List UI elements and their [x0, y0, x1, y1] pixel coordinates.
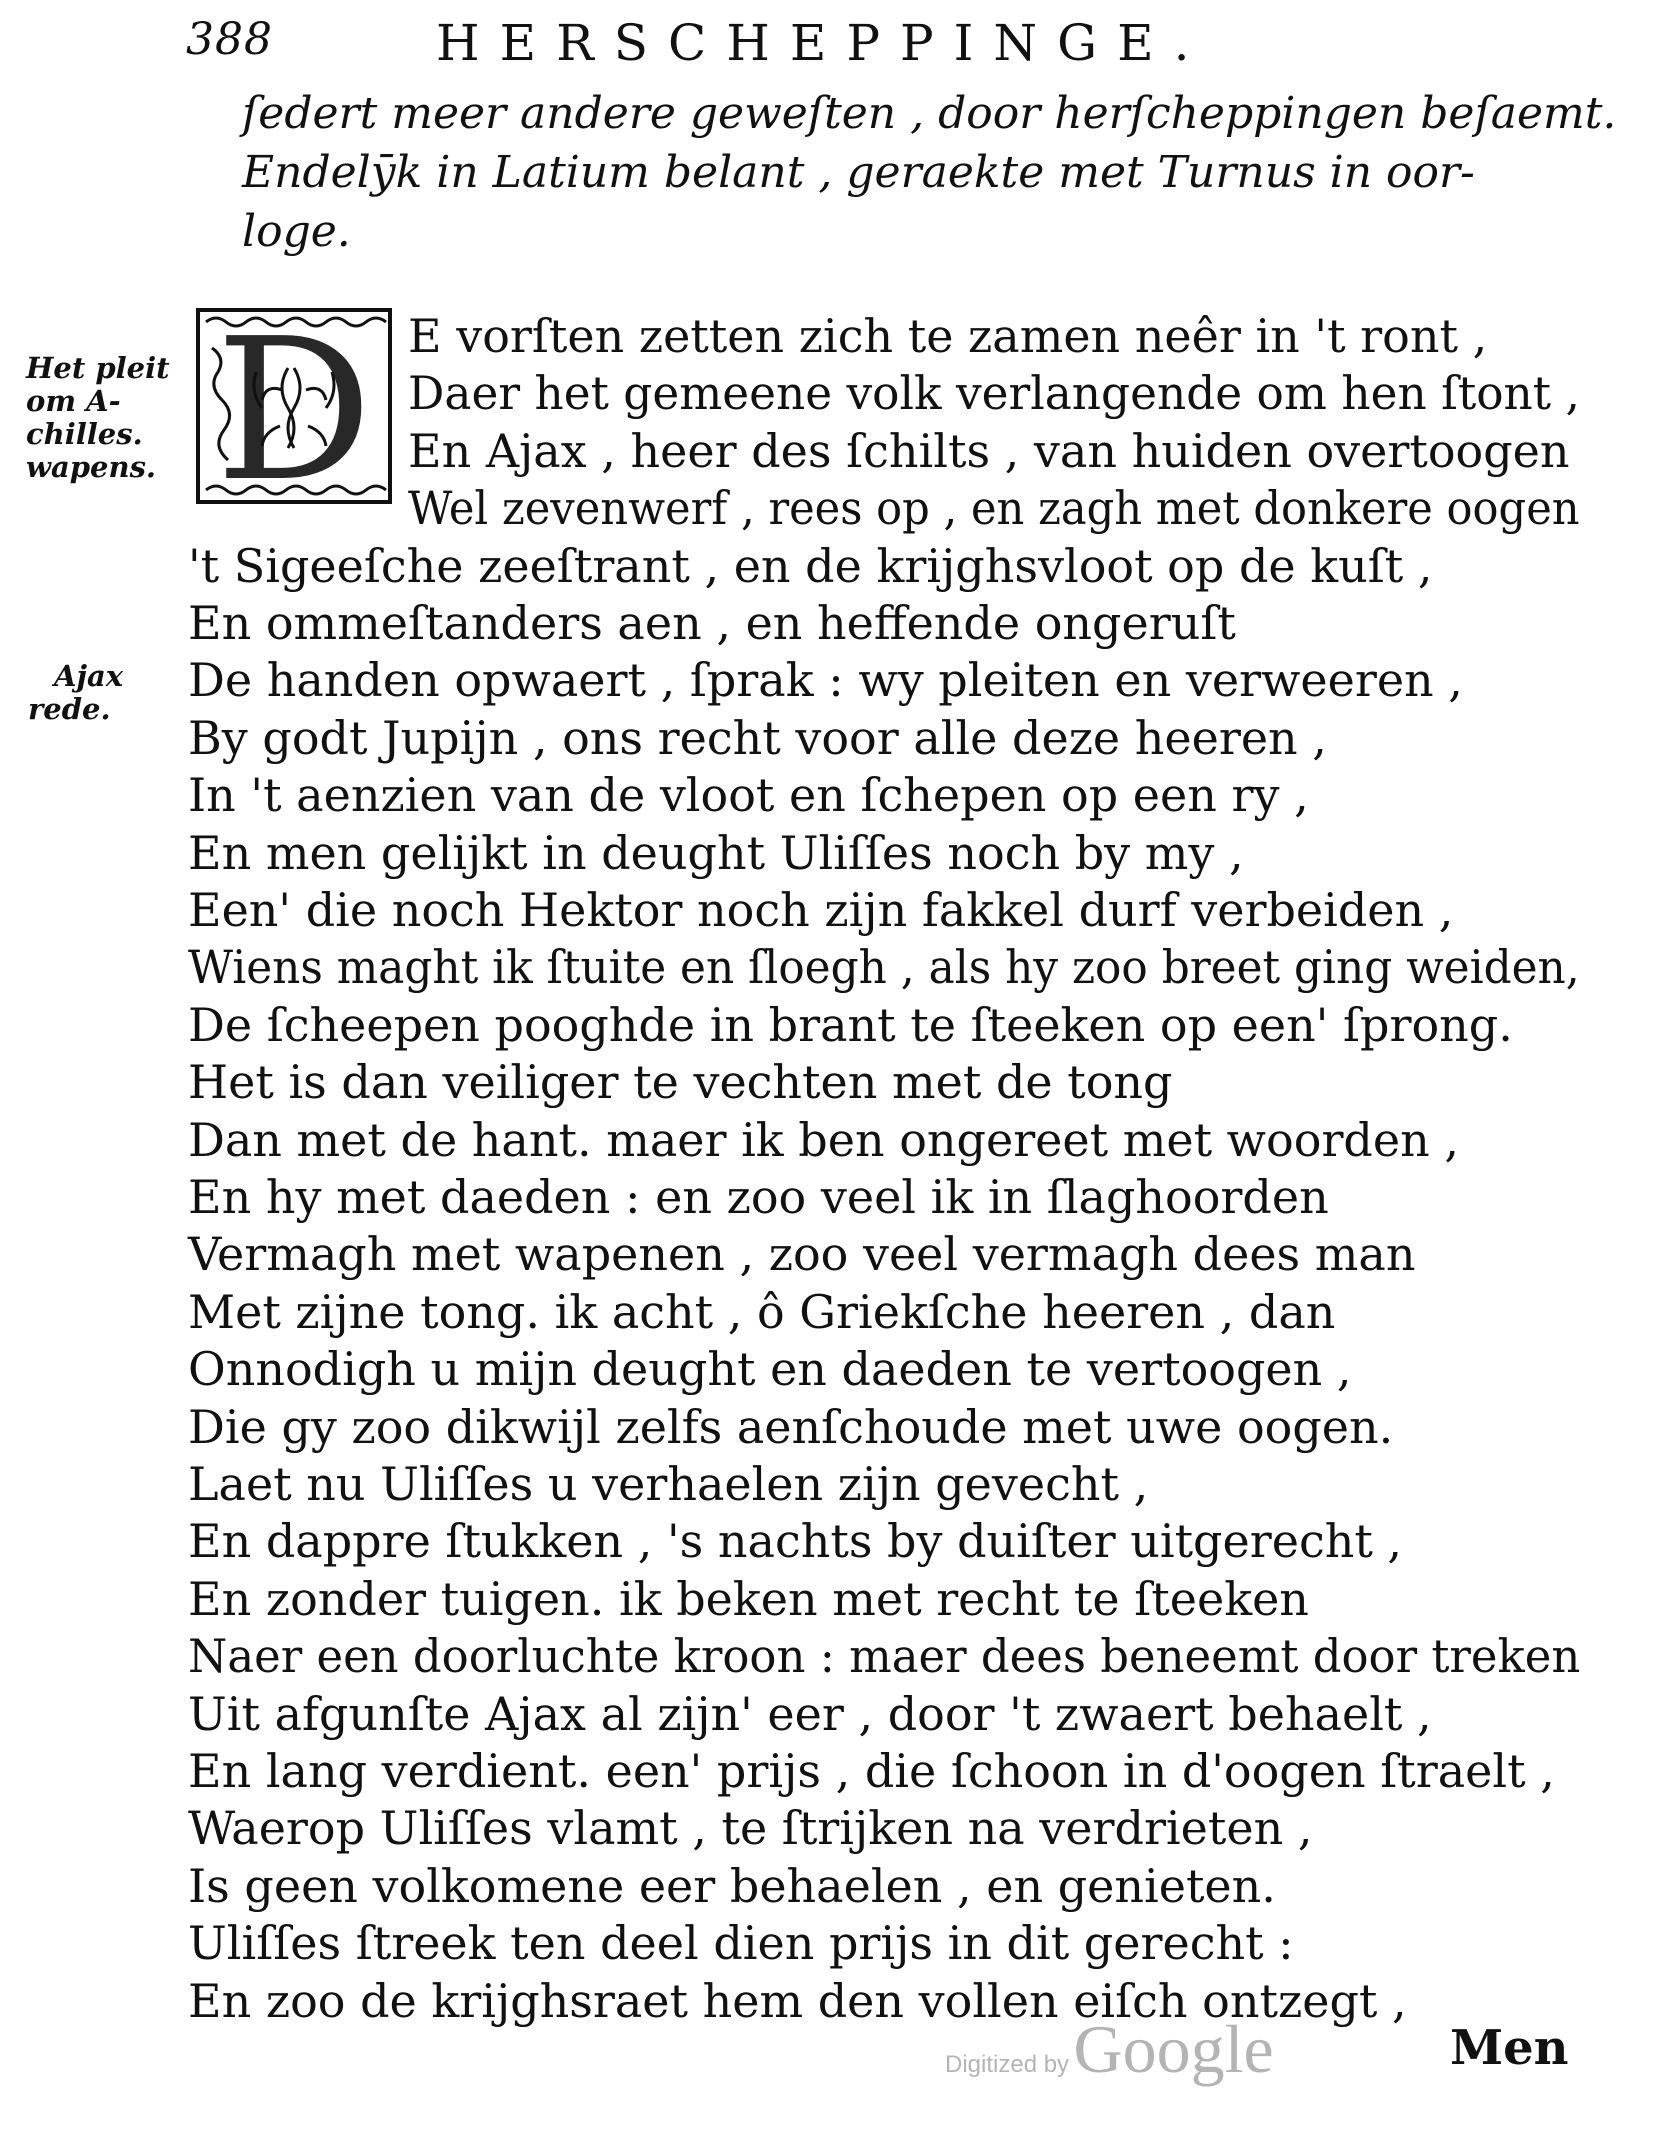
verse-line: De ſcheepen pooghde in brant te ſteeken op een' ſprong.	[188, 997, 1513, 1052]
side-note-line: rede.	[28, 692, 111, 726]
verse-line: Wiens maght ik ſtuite en ſloegh , als hy zoo breet ging weiden,	[188, 940, 1580, 995]
side-note-line: chilles.	[26, 417, 143, 451]
digitization-watermark	[945, 2010, 1274, 2089]
watermark-brand: Google	[1073, 2011, 1274, 2087]
argument-line: ſedert meer andere geweſten , door herſcheppingen beſaemt.	[242, 88, 1617, 139]
verse-line: Uit afgunſte Ajax al zijn' eer , door 't zwaert behaelt ,	[188, 1686, 1432, 1741]
watermark-prefix: Digitized by	[945, 2051, 1070, 2078]
verse-line: E vorſten zetten zich te zamen neêr in 't ront ,	[408, 309, 1488, 363]
verse-line: Laet nu Uliſſes u verhaelen zijn gevecht ,	[188, 1457, 1149, 1511]
verse-line: En dappre ſtukken , 's nachts by duiſter uitgerecht ,	[188, 1514, 1403, 1569]
side-note-ajax-rede	[28, 660, 123, 726]
verse-line: 't Sigeeſche zeeſtrant , en de krijghsvloot op de kuſt ,	[188, 538, 1433, 593]
drop-cap-letter: D	[215, 308, 373, 504]
verse-line: Uliſſes ſtreek ten deel dien prijs in dit gerecht :	[188, 1916, 1294, 1971]
verse-line: En zonder tuigen. ik beken met recht te ſteeken	[188, 1571, 1309, 1626]
verse-line: Vermagh met wapenen , zoo veel vermagh dees man	[188, 1227, 1416, 1282]
verse-line: Naer een doorluchte kroon : maer dees beneemt door treken	[188, 1629, 1581, 1684]
page-number: 388	[186, 14, 273, 65]
argument-line: loge.	[242, 206, 351, 257]
running-head: HERSCHEPPINGE.	[436, 14, 1210, 72]
verse-line: En ommeſtanders aen , en heffende ongeruſt	[188, 596, 1236, 650]
verse-line: En lang verdient. een' prijs , die ſchoon in d'oogen ſtraelt ,	[188, 1744, 1555, 1798]
side-note-line: Het pleit	[26, 351, 170, 385]
verse-line: Die gy zoo dikwijl zelfs aenſchoude met uwe oogen.	[188, 1399, 1394, 1454]
verse-line: Is geen volkomene eer behaelen , en genieten.	[188, 1858, 1276, 1913]
verse-line: Met zijne tong. ik acht , ô Griekſche heeren , dan	[188, 1284, 1336, 1339]
verse-line: En hy met daeden : en zoo veel ik in ſlaghoorden	[188, 1170, 1329, 1224]
verse-line: Onnodigh u mijn deught en daeden te vertoogen ,	[188, 1342, 1352, 1397]
argument-block	[242, 84, 1617, 261]
argument-line: Endelȳk in Latium belant , geraekte met Turnus in oor-	[242, 147, 1475, 198]
verse-line: Daer het gemeene volk verlangende om hen ſtont ,	[408, 366, 1580, 421]
verse-line: Dan met de hant. maer ik ben ongereet met woorden ,	[188, 1112, 1459, 1167]
side-note-line: Ajax	[54, 659, 124, 693]
verse-line: Het is dan veiliger te vechten met de tong	[188, 1055, 1173, 1110]
catchword: Men	[1450, 2020, 1569, 2076]
verse-line: En Ajax , heer des ſchilts , van huiden overtoogen	[408, 423, 1570, 478]
verse-line: En men gelijkt in deught Uliſſes noch by my ,	[188, 825, 1244, 880]
side-note-line: om A-	[26, 384, 121, 418]
verse-line: En zoo de krijghsraet hem den vollen eiſch ontzegt ,	[188, 1973, 1407, 2028]
side-note-line: wapens.	[26, 450, 156, 484]
verse-line: In 't aenzien van de vloot en ſchepen op een ry ,	[188, 768, 1309, 823]
drop-cap-ornament	[196, 308, 392, 504]
verse-line: Wel zevenwerf , rees op , en zagh met donkere oogen	[408, 481, 1580, 536]
verse-line: By godt Jupijn , ons recht voor alle deze heeren ,	[188, 710, 1327, 765]
side-note-pleit	[26, 352, 170, 484]
verse-line: Een' die noch Hektor noch zijn fakkel durf verbeiden ,	[188, 883, 1454, 937]
verse-line: Waerop Uliſſes vlamt , te ſtrijken na verdrieten ,	[188, 1801, 1313, 1856]
verse-line: De handen opwaert , ſprak : wy pleiten en verweeren ,	[188, 653, 1463, 708]
